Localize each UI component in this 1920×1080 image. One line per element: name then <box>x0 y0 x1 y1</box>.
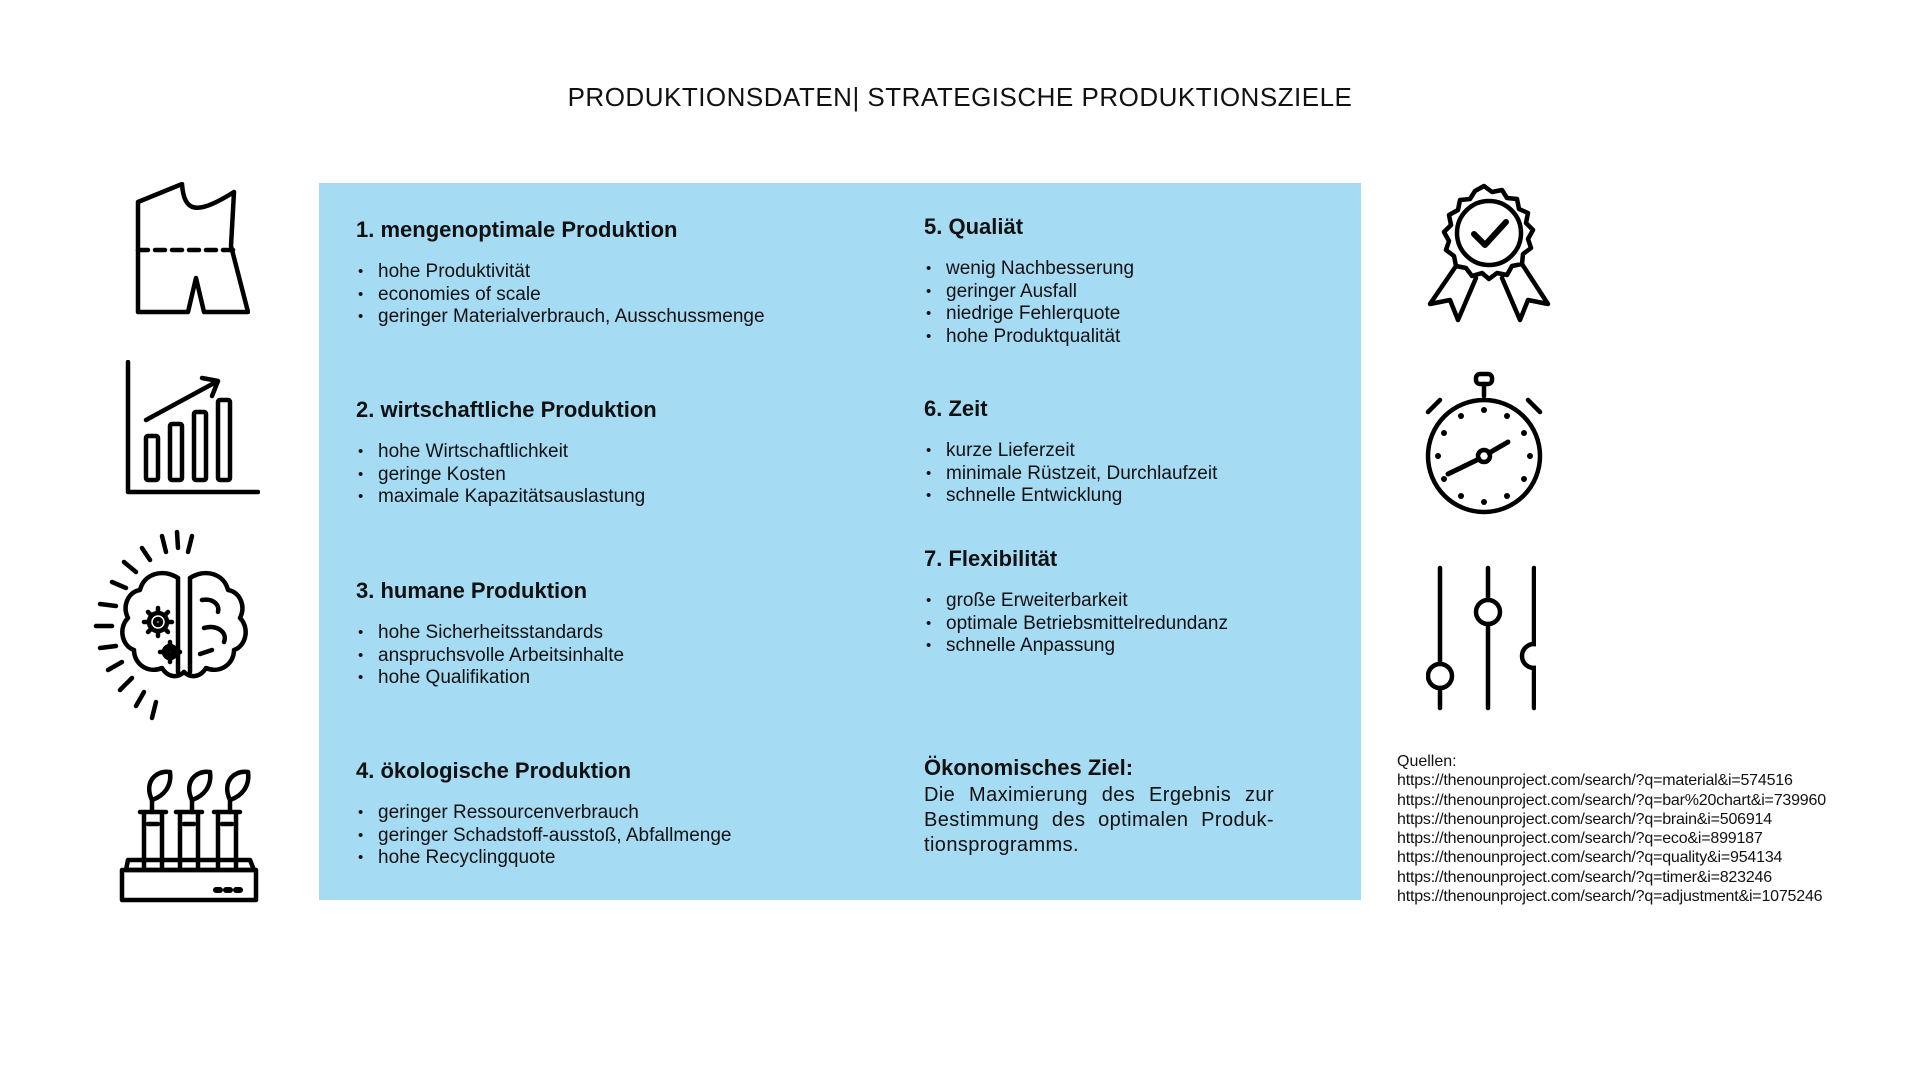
sources-list <box>1397 752 1917 906</box>
source-link-adjustment[interactable]: https://thenounproject.com/search/?q=adjustment&i=1075246 <box>1397 888 1823 906</box>
brain-gears-icon <box>92 528 262 724</box>
source-link-bar-chart[interactable]: https://thenounproject.com/search/?q=bar%20chart&i=739960 <box>1397 791 1826 809</box>
source-link-eco[interactable]: https://thenounproject.com/search/?q=eco&i=899187 <box>1397 830 1763 848</box>
list-item: • hohe Wirtschaftlichkeit <box>356 441 657 464</box>
sources-label: Quellen: <box>1397 753 1457 770</box>
section-title: 2. wirtschaftliche Produktion <box>356 397 657 422</box>
list-item: • große Erweiterbarkeit <box>924 590 1228 613</box>
section-list <box>924 258 1134 348</box>
list-item: • wenig Nachbesserung <box>924 258 1134 281</box>
economic-goal-text: Die Maximierung des Ergebnis zur Bestimmung des optimalen Produk-tionsprogramms. <box>924 784 1274 856</box>
source-link-material[interactable]: https://thenounproject.com/search/?q=material&i=574516 <box>1397 772 1793 790</box>
section-list <box>356 802 731 870</box>
list-item: • niedrige Fehlerquote <box>924 303 1134 326</box>
list-item: • geringe Kosten <box>356 464 657 487</box>
list-item: • maximale Kapazitätsauslastung <box>356 486 657 509</box>
section-title: 1. mengenoptimale Produktion <box>356 217 678 242</box>
section-qualitaet <box>924 214 1134 348</box>
section-title: 7. Flexibilität <box>924 546 1058 571</box>
list-item: • hohe Produktivität <box>356 261 765 284</box>
section-list <box>356 261 765 329</box>
goals-panel <box>319 183 1361 900</box>
section-list <box>356 622 624 690</box>
list-item: • economies of scale <box>356 284 765 307</box>
list-item: • optimale Betriebsmittelredundanz <box>924 613 1228 636</box>
source-link-brain[interactable]: https://thenounproject.com/search/?q=brain&i=506914 <box>1397 810 1772 828</box>
bar-chart-icon <box>124 360 260 496</box>
economic-goal-title: Ökonomisches Ziel: <box>924 755 1134 780</box>
section-oekologische-produktion <box>356 758 731 870</box>
garment-icon <box>134 182 250 316</box>
quality-badge-icon <box>1412 182 1556 324</box>
list-item: • schnelle Anpassung <box>924 635 1228 658</box>
section-title: 3. humane Produktion <box>356 578 588 603</box>
list-item: • geringer Schadstoff-ausstoß, Abfallmenge <box>356 825 731 848</box>
list-item: • geringer Ausfall <box>924 281 1134 304</box>
section-flexibilitaet <box>924 546 1228 658</box>
section-title: 6. Zeit <box>924 396 988 421</box>
list-item: • anspruchsvolle Arbeitsinhalte <box>356 645 624 668</box>
section-title: 5. Qualiät <box>924 214 1024 239</box>
section-humane-produktion <box>356 578 624 690</box>
list-item: • kurze Lieferzeit <box>924 440 1217 463</box>
list-item: • hohe Qualifikation <box>356 667 624 690</box>
section-list <box>924 440 1217 508</box>
section-wirtschaftliche-produktion <box>356 397 657 509</box>
page-title: PRODUKTIONSDATEN| STRATEGISCHE PRODUKTIONSZIELE <box>567 82 1353 112</box>
list-item: • geringer Ressourcenverbrauch <box>356 802 731 825</box>
list-item: • geringer Materialverbrauch, Ausschussmenge <box>356 306 765 329</box>
source-link-quality[interactable]: https://thenounproject.com/search/?q=quality&i=954134 <box>1397 849 1783 867</box>
list-item: • hohe Produktqualität <box>924 326 1134 349</box>
list-item: • schnelle Entwicklung <box>924 485 1217 508</box>
list-item: • hohe Recyclingquote <box>356 847 731 870</box>
section-title: 4. ökologische Produktion <box>356 758 632 783</box>
adjustment-sliders-icon <box>1426 564 1536 712</box>
source-link-timer[interactable]: https://thenounproject.com/search/?q=timer&i=823246 <box>1397 868 1772 886</box>
eco-factory-icon <box>118 764 260 904</box>
economic-goal <box>924 755 1274 858</box>
stopwatch-icon <box>1422 370 1546 516</box>
section-mengenoptimale-produktion <box>356 217 765 329</box>
list-item: • minimale Rüstzeit, Durchlaufzeit <box>924 463 1217 486</box>
list-item: • hohe Sicherheitsstandards <box>356 622 624 645</box>
section-list <box>356 441 657 509</box>
section-zeit <box>924 396 1217 508</box>
section-list <box>924 590 1228 658</box>
